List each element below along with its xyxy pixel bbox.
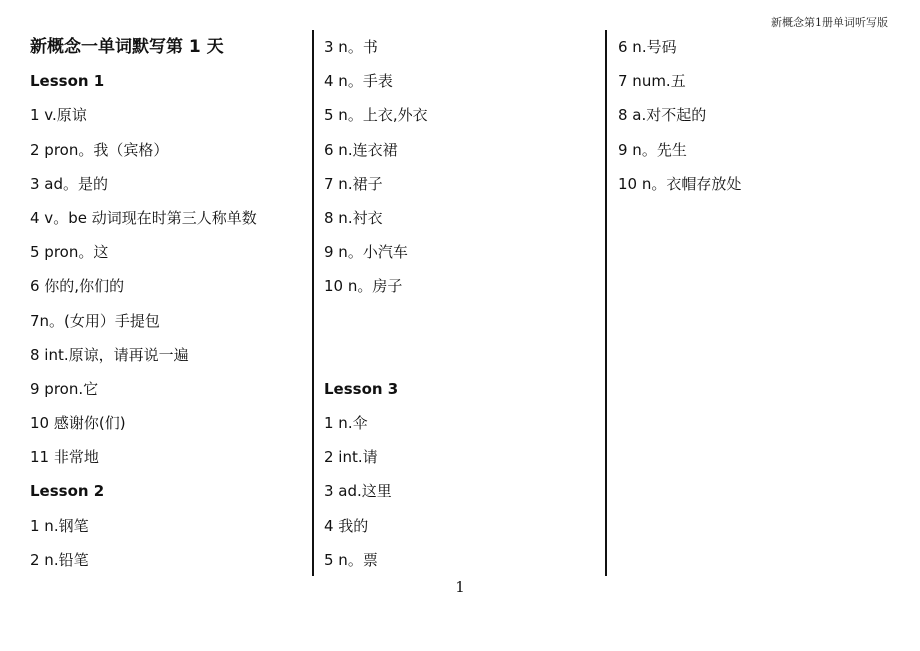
lesson-1-list-a	[30, 98, 310, 474]
vocab-item: 7n。(女用）手提包	[30, 311, 160, 330]
vocab-item: 3 ad。是的	[30, 174, 109, 193]
vocab-item: 10 感谢你(们)	[30, 414, 126, 433]
vocab-item: 1 v.原谅	[30, 106, 87, 125]
vocab-item: 8 int.原谅，请再说一遍	[30, 345, 189, 364]
lesson-3-list	[324, 406, 604, 577]
vocab-item: 11 非常地	[30, 448, 99, 467]
vocab-item: 9 n。先生	[618, 140, 687, 159]
vocab-item: 7 n.裙子	[324, 174, 383, 193]
vocab-item: 10 n。房子	[324, 277, 403, 296]
column-divider-left	[312, 30, 314, 576]
lesson-2-heading: Lesson 2	[30, 482, 105, 501]
vocab-item: 5 pron。这	[30, 243, 109, 262]
page-number: 1	[455, 578, 465, 596]
lesson-3-heading: Lesson 3	[324, 379, 399, 398]
vocab-item: 3 ad.这里	[324, 482, 392, 501]
vocab-item: 10 n。衣帽存放处	[618, 174, 742, 193]
blank-spacer	[324, 338, 604, 372]
vocab-item: 9 pron.它	[30, 379, 99, 398]
vocab-item: 4 n。手表	[324, 72, 393, 91]
vocab-item: 8 n.衬衣	[324, 208, 383, 227]
vocab-item: 4 v。be 动词现在时第三人称单数	[30, 208, 257, 227]
vocab-item: 8 a.对不起的	[618, 106, 707, 125]
lesson-2-list-a	[30, 509, 310, 577]
column-1	[30, 30, 310, 577]
worksheet-title: 新概念一单词默写第 1 天	[30, 37, 224, 57]
vocab-item: 1 n.钢笔	[30, 516, 89, 535]
vocab-item: 6 你的,你们的	[30, 277, 125, 296]
vocab-item: 9 n。小汽车	[324, 243, 408, 262]
vocab-item: 4 我的	[324, 516, 369, 535]
vocab-item: 5 n。上衣,外衣	[324, 106, 428, 125]
vocab-item: 2 n.铅笔	[30, 550, 89, 569]
column-3	[618, 30, 898, 201]
vocab-item: 6 n.号码	[618, 38, 677, 56]
lesson-1-heading: Lesson 1	[30, 72, 105, 91]
running-header: 新概念第1册单词听写版	[771, 16, 888, 29]
column-divider-right	[605, 30, 607, 576]
vocab-item: 2 int.请	[324, 448, 378, 467]
vocab-item: 5 n。票	[324, 550, 378, 569]
vocab-item: 1 n.伞	[324, 414, 368, 433]
vocab-item: 2 pron。我（宾格）	[30, 140, 169, 159]
vocab-item: 7 num.五	[618, 72, 686, 91]
lesson-3-list-b	[618, 30, 898, 201]
column-2	[324, 30, 604, 577]
vocab-item: 3 n。书	[324, 38, 378, 56]
lesson-2-list-b	[324, 30, 604, 304]
blank-spacer	[324, 304, 604, 338]
vocab-item: 6 n.连衣裙	[324, 140, 398, 159]
